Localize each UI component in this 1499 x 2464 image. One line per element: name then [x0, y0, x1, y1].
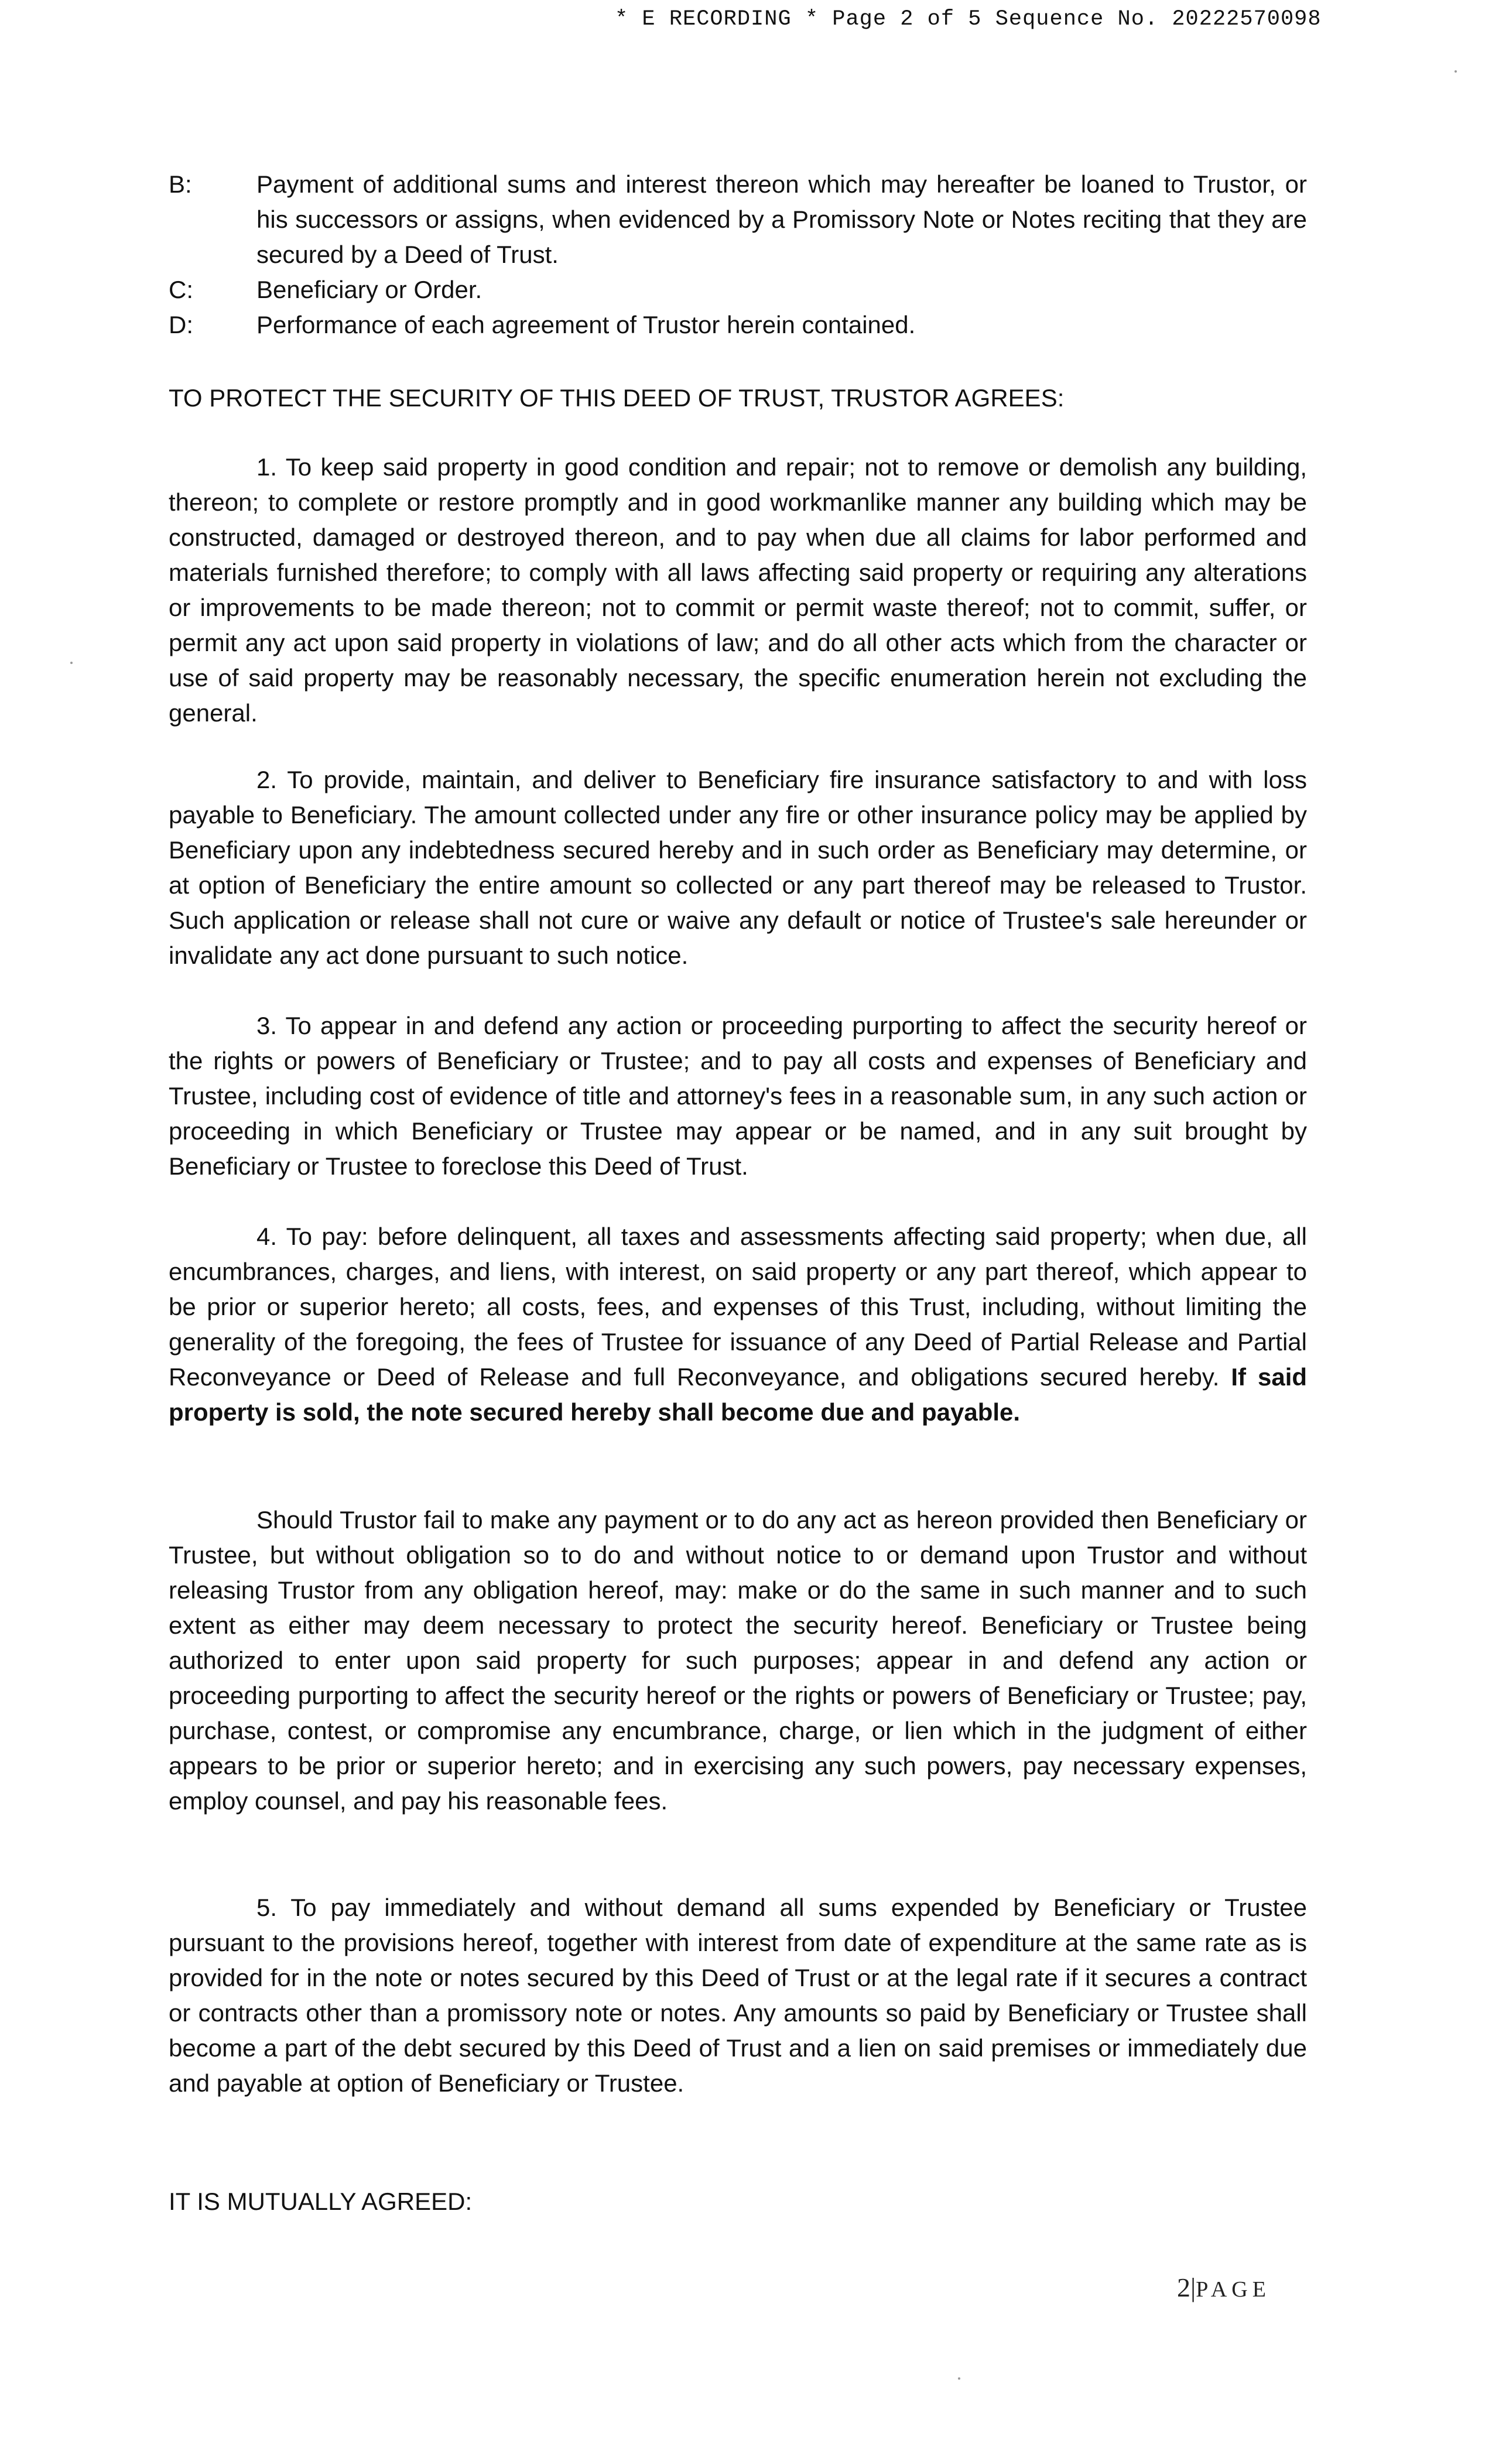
- paragraph-5: [169, 1890, 1307, 2101]
- paragraph-should-trustor-fail: [169, 1503, 1307, 1819]
- scan-speck: [1454, 70, 1457, 73]
- list-item: [169, 167, 1307, 272]
- footer-separator: |: [1190, 2273, 1196, 2302]
- paragraph-3: [169, 1008, 1307, 1184]
- footer-page-number: 2: [1177, 2273, 1190, 2302]
- list-item-letter: B:: [169, 170, 192, 198]
- paragraph-1: [169, 450, 1307, 731]
- list-item: [169, 307, 1307, 343]
- paragraph-4-text: [169, 1219, 1307, 1430]
- list-item-text: Beneficiary or Order.: [256, 276, 482, 303]
- scan-speck: [958, 2377, 960, 2380]
- recording-header: * E RECORDING * Page 2 of 5 Sequence No. 20222570098: [615, 7, 1322, 32]
- paragraph-4-bold-clause: If said property is sold, the note secured hereby shall become due and payable.: [169, 1363, 1308, 1426]
- list-item-text: Payment of additional sums and interest thereon which may hereafter be loaned to Trustor, or his successors or assigns, when evidenced by a Promissory Note or Notes reciting that they are secured by a Deed of Trust.: [256, 170, 1307, 268]
- paragraph-3-text: 3. To appear in and defend any action or proceeding purporting to affect the security hereof or the rights or powers of Beneficiary or Trustee; and to pay all costs and expenses of Beneficiary and Trustee, including cost of evidence of title and attorney's fees in a reasonable sum, in any such action or proceeding in which Beneficiary or Trustee may appear or be named, and in any suit brought by Beneficiary or Trustee to foreclose this Deed of Trust.: [169, 1012, 1307, 1180]
- paragraph-2: [169, 762, 1307, 973]
- list-item-letter: D:: [169, 311, 193, 338]
- paragraph-should-trustor-fail-text: Should Trustor fail to make any payment or to do any act as hereon provided then Beneficiary or Trustee, but without obligation so to do and without notice to or demand upon Trustor and without releasing Trustor from any obligation hereof, may: make or do the same in such manner and to such extent as either may deem necessary to protect the security hereof. Beneficiary or Trustee being authorized to enter upon said property for such purposes; appear in and defend any action or proceeding purporting to affect the security hereof or the rights or powers of Beneficiary or Trustee; pay, purchase, contest, or compromise any encumbrance, charge, or lien which in the judgment of either appears to be prior or superior hereto; and in exercising any such powers, pay necessary expenses, employ counsel, and pay his reasonable fees.: [169, 1506, 1307, 1815]
- paragraph-1-text: 1. To keep said property in good condition and repair; not to remove or demolish any building, thereon; to complete or restore promptly and in good workmanlike manner any building which may be constructed, damaged or destroyed thereon, and to pay when due all claims for labor performed and materials furnished therefore; to comply with all laws affecting said property or requiring any alterations or improvements to be made thereon; not to commit or permit waste thereof; not to commit, suffer, or permit any act upon said property in violations of law; and do all other acts which from the character or use of said property may be reasonably necessary, the specific enumeration herein not excluding the general.: [169, 453, 1307, 727]
- list-item: [169, 272, 1307, 307]
- mutually-agreed-heading: IT IS MUTUALLY AGREED:: [169, 2188, 473, 2215]
- list-item-letter: C:: [169, 276, 193, 303]
- page-footer: [1177, 2272, 1271, 2303]
- protect-security-heading: TO PROTECT THE SECURITY OF THIS DEED OF TRUST, TRUSTOR AGREES:: [169, 384, 1065, 412]
- list-item-text: Performance of each agreement of Trustor herein contained.: [256, 311, 916, 338]
- paragraph-4-main: 4. To pay: before delinquent, all taxes and assessments affecting said property; when due, all encumbrances, charges, and liens, with interest, on said property or any part thereof, which appear to be prior or superior hereto; all costs, fees, and expenses of this Trust, including, without limiting the generality of the foregoing, the fees of Trustee for issuance of any Deed of Partial Release and Partial Reconveyance or Deed of Release and full Reconveyance, and obligations secured hereby.: [169, 1223, 1307, 1391]
- paragraph-4: [169, 1219, 1307, 1430]
- paragraph-5-text: 5. To pay immediately and without demand all sums expended by Beneficiary or Trustee pursuant to the provisions hereof, together with interest from date of expenditure at the same rate as is provided for in the note or notes secured by this Deed of Trust or at the legal rate if it secures a contract or contracts other than a promissory note or notes. Any amounts so paid by Beneficiary or Trustee shall become a part of the debt secured by this Deed of Trust and a lien on said premises or immediately due and payable at option of Beneficiary or Trustee.: [169, 1894, 1307, 2097]
- footer-page-word: PAGE: [1196, 2277, 1271, 2302]
- scan-speck: [70, 662, 73, 664]
- secured-obligations-list: [169, 167, 1307, 343]
- paragraph-2-text: 2. To provide, maintain, and deliver to Beneficiary fire insurance satisfactory to and with loss payable to Beneficiary. The amount collected under any fire or other insurance policy may be applied by Beneficiary upon any indebtedness secured hereby and in such order as Beneficiary may determine, or at option of Beneficiary the entire amount so collected or any part thereof may be released to Trustor. Such application or release shall not cure or waive any default or notice of Trustee's sale hereunder or invalidate any act done pursuant to such notice.: [169, 766, 1307, 969]
